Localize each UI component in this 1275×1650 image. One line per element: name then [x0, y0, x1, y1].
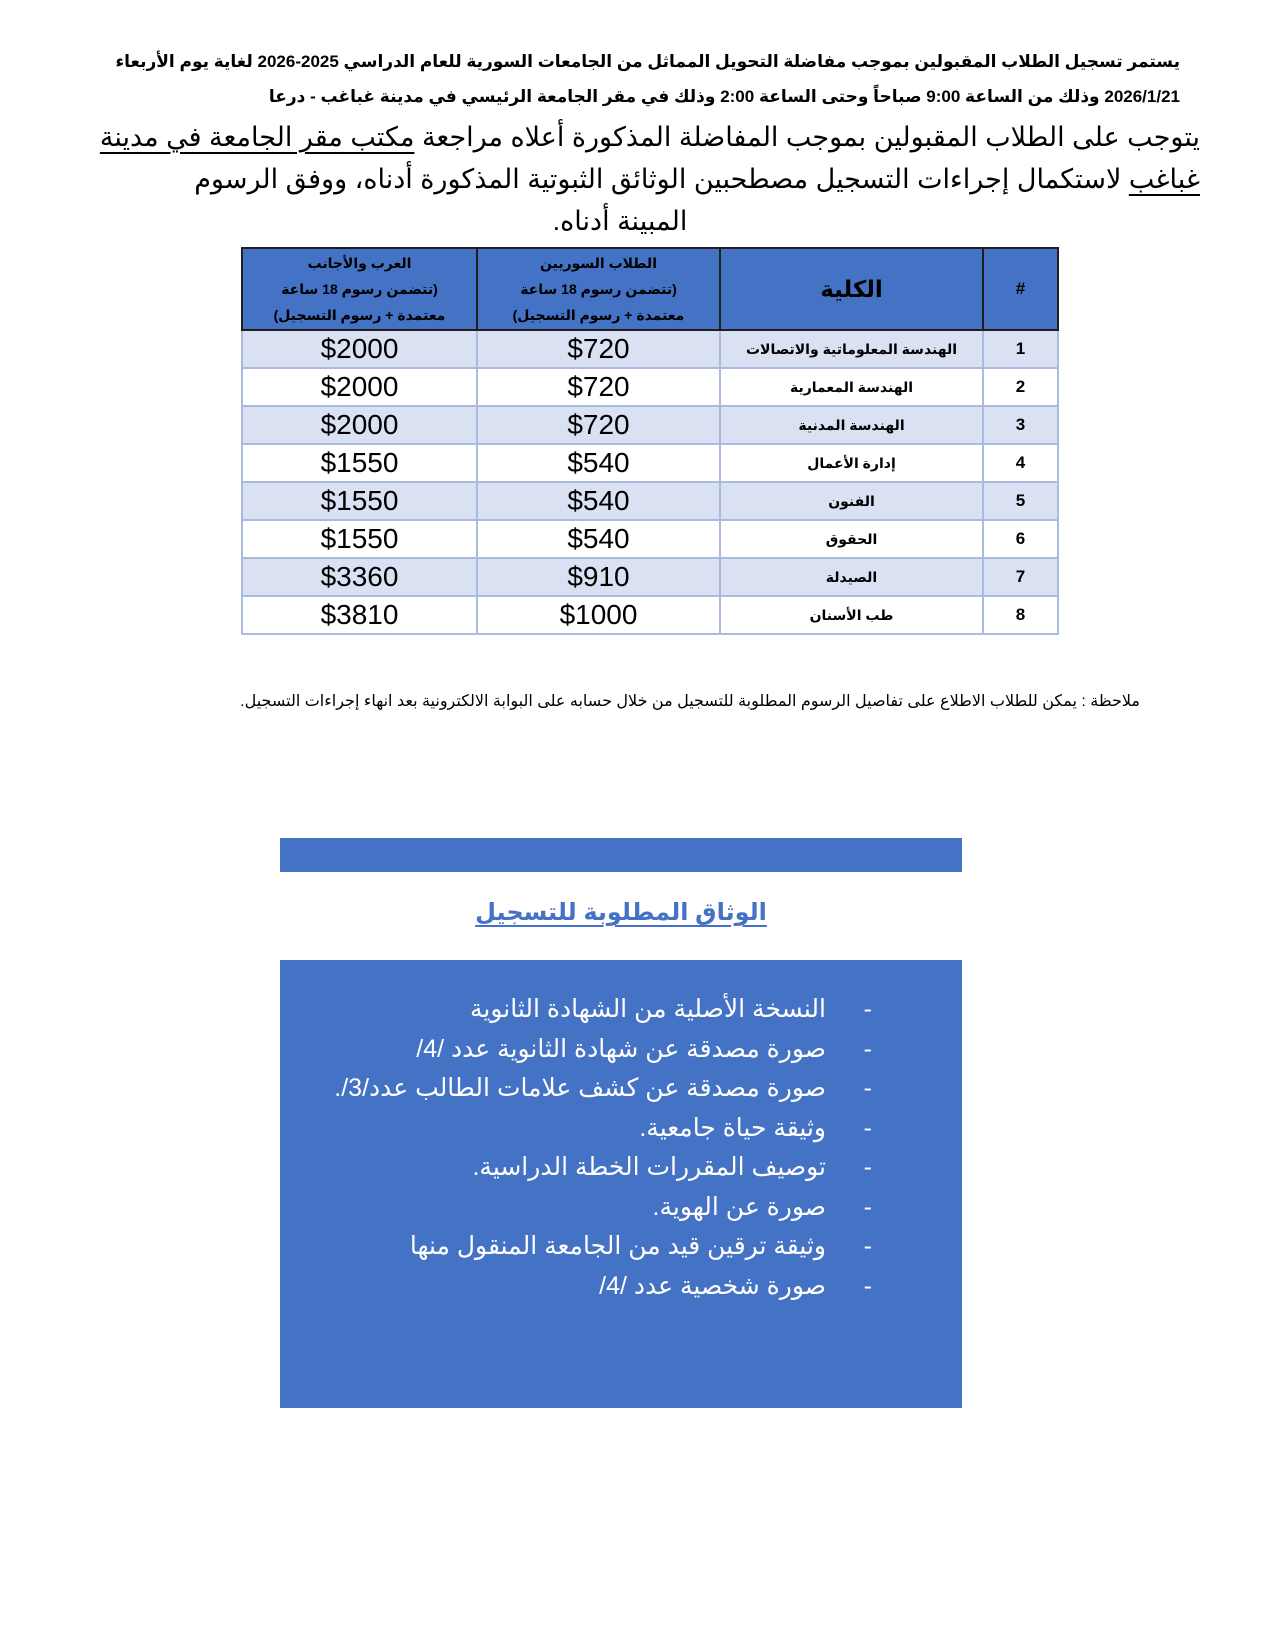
- header-syrian-students: [477, 248, 720, 330]
- instructions-part-3: المبينة أدناه.: [552, 206, 688, 236]
- row-faculty: إدارة الأعمال: [720, 444, 983, 482]
- list-item: [312, 1227, 872, 1267]
- row-faculty: الهندسة المعمارية: [720, 368, 983, 406]
- list-item: [312, 1267, 872, 1307]
- header-syrian-line-2: (تتضمن رسوم 18 ساعة: [520, 281, 677, 297]
- row-number: 2: [983, 368, 1058, 406]
- table-row: [242, 558, 1058, 596]
- row-foreign-fee: $3810: [242, 596, 477, 634]
- announcement-line-1: يستمر تسجيل الطلاب المقبولين بموجب مفاضلة التحويل المماثل من الجامعات السورية للعام الدراسي 2025-2026 لغاية يوم الأربعاء: [115, 52, 1180, 71]
- required-documents-title: الوثاق المطلوبة للتسجيل: [475, 899, 767, 926]
- instructions-part-1: يتوجب على الطلاب المقبولين بموجب المفاضلة المذكورة أعلاه مراجعة: [414, 122, 1200, 152]
- list-item-text: صورة مصدقة عن كشف علامات الطالب عدد/3/.: [334, 1074, 826, 1102]
- header-syrian-line-3: معتمدة + رسوم التسجيل): [512, 307, 685, 323]
- bullet-dash: -: [863, 995, 872, 1023]
- list-item-text: وثيقة ترقين قيد من الجامعة المنقول منها: [409, 1232, 826, 1260]
- required-documents-box: [280, 838, 962, 1408]
- row-number: 7: [983, 558, 1058, 596]
- row-syrian-fee: $910: [477, 558, 720, 596]
- bullet-dash: -: [863, 1034, 872, 1063]
- row-syrian-fee: $1000: [477, 596, 720, 634]
- list-item: [312, 1069, 872, 1109]
- instructions-paragraph: [40, 116, 1200, 242]
- table-row: [242, 330, 1058, 368]
- row-number: 6: [983, 520, 1058, 558]
- row-faculty: الفنون: [720, 482, 983, 520]
- header-number: #: [983, 248, 1058, 330]
- header-foreign-line-2: (تتضمن رسوم 18 ساعة: [281, 281, 438, 297]
- bullet-dash: -: [863, 1232, 872, 1260]
- row-number: 3: [983, 406, 1058, 444]
- list-item-text: صورة مصدقة عن شهادة الثانوية عدد /4/: [416, 1034, 826, 1063]
- bullet-dash: -: [863, 1113, 872, 1142]
- bullet-dash: -: [863, 1271, 872, 1300]
- list-item: [312, 1030, 872, 1070]
- row-foreign-fee: $2000: [242, 330, 477, 368]
- list-item: [312, 990, 872, 1030]
- list-item-text: توصيف المقررات الخطة الدراسية.: [472, 1153, 826, 1181]
- row-syrian-fee: $540: [477, 482, 720, 520]
- row-foreign-fee: $1550: [242, 520, 477, 558]
- fees-table-header: [242, 248, 1058, 330]
- list-item-text: صورة عن الهوية.: [652, 1192, 826, 1221]
- bullet-dash: -: [863, 1192, 872, 1221]
- table-row: [242, 482, 1058, 520]
- bullet-dash: -: [863, 1074, 872, 1102]
- list-item-text: صورة شخصية عدد /4/: [599, 1271, 826, 1300]
- list-item: [312, 1188, 872, 1228]
- row-syrian-fee: $720: [477, 368, 720, 406]
- list-item-text: النسخة الأصلية من الشهادة الثانوية: [469, 995, 826, 1023]
- instructions-part-2: لاستكمال إجراءات التسجيل مصطحبين الوثائق الثبوتية المذكورة أدناه، ووفق الرسوم: [194, 164, 1129, 194]
- header-syrian-line-1: الطلاب السوريين: [540, 255, 657, 271]
- header-foreign-line-1: العرب والأجانب: [307, 255, 412, 271]
- list-item: [312, 1148, 872, 1188]
- table-row: [242, 596, 1058, 634]
- instructions-underlined-location: مكتب مقر الجامعة في مدينة غباغب: [99, 122, 1200, 194]
- row-faculty: الهندسة المدنية: [720, 406, 983, 444]
- fees-table: [241, 247, 1059, 635]
- row-syrian-fee: $720: [477, 406, 720, 444]
- list-item: [312, 1109, 872, 1149]
- row-foreign-fee: $2000: [242, 368, 477, 406]
- row-number: 4: [983, 444, 1058, 482]
- fees-note: ملاحظة : يمكن للطلاب الاطلاع على تفاصيل الرسوم المطلوبة للتسجيل من خلال حسابه على البوابة الالكترونية بعد انهاء إجراءات التسجيل.: [240, 693, 1140, 710]
- list-item-text: وثيقة حياة جامعية.: [639, 1113, 826, 1142]
- row-number: 5: [983, 482, 1058, 520]
- table-row: [242, 444, 1058, 482]
- row-foreign-fee: $2000: [242, 406, 477, 444]
- row-number: 1: [983, 330, 1058, 368]
- table-row: [242, 520, 1058, 558]
- row-faculty: الحقوق: [720, 520, 983, 558]
- row-foreign-fee: $3360: [242, 558, 477, 596]
- row-syrian-fee: $540: [477, 520, 720, 558]
- required-documents-list: [312, 990, 872, 1306]
- announcement-line-2: 2026/1/21 وذلك من الساعة 9:00 صباحاً وحتى الساعة 2:00 وذلك في مقر الجامعة الرئيسي في مدينة غباغب - درعا: [268, 87, 1180, 106]
- table-row: [242, 368, 1058, 406]
- header-foreign-students: [242, 248, 477, 330]
- row-faculty: الهندسة المعلوماتية والاتصالات: [720, 330, 983, 368]
- row-syrian-fee: $540: [477, 444, 720, 482]
- row-foreign-fee: $1550: [242, 444, 477, 482]
- row-number: 8: [983, 596, 1058, 634]
- table-row: [242, 406, 1058, 444]
- row-syrian-fee: $720: [477, 330, 720, 368]
- header-foreign-line-3: معتمدة + رسوم التسجيل): [273, 307, 446, 323]
- row-foreign-fee: $1550: [242, 482, 477, 520]
- bullet-dash: -: [863, 1153, 872, 1181]
- header-faculty: الكلية: [720, 248, 983, 330]
- row-faculty: الصيدلة: [720, 558, 983, 596]
- row-faculty: طب الأسنان: [720, 596, 983, 634]
